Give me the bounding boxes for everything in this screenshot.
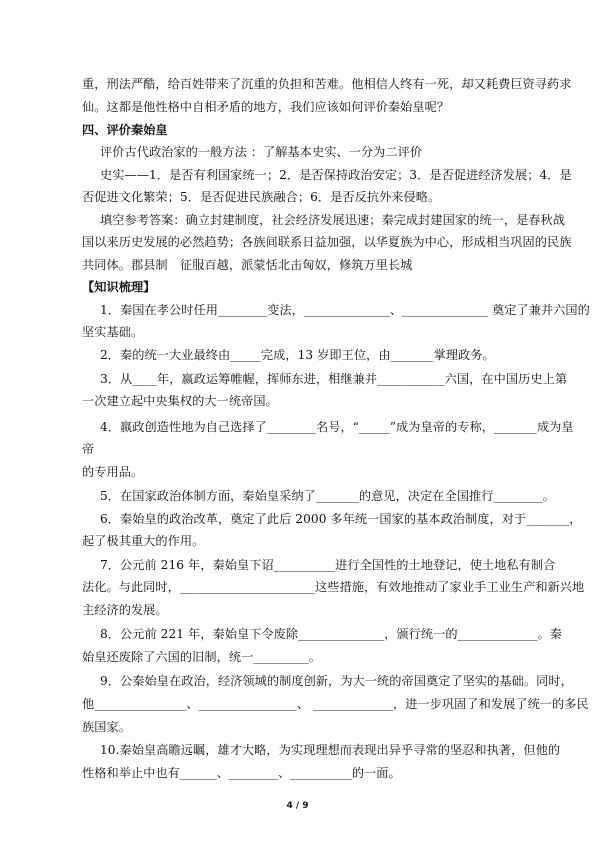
paragraph-line: 否促进文化繁荣；5．是否促进民族融合；6．是否反抗外来侵略。 xyxy=(82,190,441,204)
question-line: 9．公秦始皇在政治，经济领域的制度创新，为大一统的帝国奠定了坚实的基础。同时， xyxy=(100,674,573,688)
question-line: 2．秦的统一大业最终由_____完成，13 岁即王位，由_______掌理政务。 xyxy=(100,348,495,362)
question-line: 6．秦始皇的政治改革，奠定了此后 2000 多年统一国家的基本政治制度，对于_______， xyxy=(100,512,582,526)
question-line: 法化。与此同时，______________________这些措施，有效地推动了家业手工业生产和新兴地 xyxy=(82,580,585,594)
section-heading: 四、评价秦始皇 xyxy=(82,123,168,137)
question-line: 3．从____年，嬴政运筹帷幄，挥师东进，相继兼并___________六国，在中国历史上第 xyxy=(100,372,568,386)
question-line: 7．公元前 216 年，秦始皇下诏__________进行全国性的土地登记，使土地私有制合 xyxy=(100,558,556,572)
paragraph-line: 史实——1．是否有利国家统一；2．是否保持政治安定；3．是否促进经济发展；4．是 xyxy=(100,168,572,182)
question-line: 他_______________、________________、 _____________，进一步巩固了和发展了统一的多民 xyxy=(82,697,589,711)
question-line: 坚实基础。 xyxy=(82,325,144,339)
paragraph-line: 国以来历史发展的必然趋势；各族间联系日益加强，以华夏族为中心，形成相当巩固的民族 xyxy=(82,235,572,249)
paragraph-line: 填空参考答案：确立封建制度，社会经济发展迅速；秦完成封建国家的统一，是春秋战 xyxy=(100,213,566,227)
paragraph-line: 重，刑法严酷，给百姓带来了沉重的负担和苦难。他相信人终有一死，却又耗费巨资寻药求 xyxy=(82,77,572,91)
question-line: 帝 xyxy=(82,442,95,456)
question-line: 族国家。 xyxy=(82,720,131,734)
question-line: 一次建立起中央集权的大一统帝国。 xyxy=(82,394,278,408)
section-heading: 【知识梳理】 xyxy=(82,280,156,294)
question-line: 1．秦国在孝公时任用________变法，______________、______________ 奠定了兼并六国的 xyxy=(100,303,590,317)
question-line: 起了极其重大的作用。 xyxy=(82,534,205,548)
paragraph-line: 评价古代政治家的一般方法 ：了解基本史实、一分为二评价 xyxy=(100,145,423,159)
page-number: 4 / 9 xyxy=(286,801,309,811)
paragraph-line: 仙。这都是他性格中自相矛盾的地方，我们应该如何评价秦始皇呢？ xyxy=(82,100,450,114)
question-line: 8．公元前 221 年，秦始皇下令废除______________，颁行统一的_____________。秦 xyxy=(100,627,562,641)
question-line: 性格和举止中也有______、________、__________的一面。 xyxy=(82,766,401,780)
paragraph-line: 共同体。郡县制 征服百越，派蒙恬北击匈奴，修筑万里长城 xyxy=(82,258,413,272)
question-line: 10.秦始皇高瞻远瞩，雄才大略，为实现理想而表现出异乎寻常的坚忍和执著，但他的 xyxy=(100,743,561,757)
question-line: 4．嬴政创造性地为自己选择了________名号，“_____”成为皇帝的专称，_______成为皇 xyxy=(100,420,574,434)
question-line: 主经济的发展。 xyxy=(82,603,168,617)
question-line: 始皇还废除了六国的旧制，统一_________。 xyxy=(82,650,321,664)
question-line: 5．在国家政治体制方面，秦始皇采纳了_______的意见，决定在全国推行________。 xyxy=(100,489,555,503)
question-line: 的专用品。 xyxy=(82,465,144,479)
